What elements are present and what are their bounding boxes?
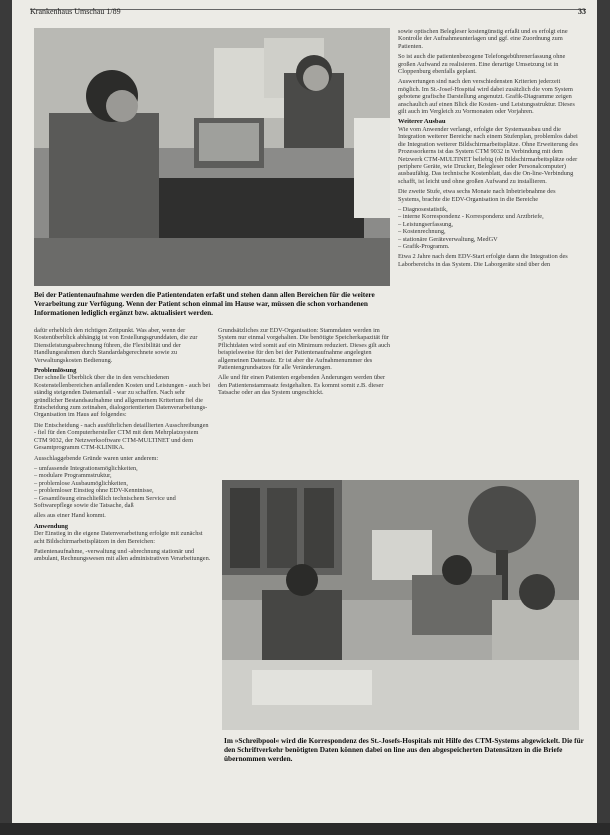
- publication-title: Krankenhaus Umschau 1/89: [30, 7, 121, 16]
- left-paragraph: Der Einstieg in die eigene Datenverarbeitung erfolgte mit zunächst acht Bildschirmarbeitsplätzen in den Bereichen:: [34, 530, 203, 545]
- left-paragraph: alles aus einer Hand kommt.: [34, 512, 106, 520]
- list-item: – problemlose Ausbaumöglichkeiten,: [34, 480, 212, 487]
- caption-top: Bei der Patientenaufnahme werden die Patientendaten erfaßt und stehen dann allen Bereichen für die weitere Verarbeitung zur Verfügung. Wenn der Patient schon einmal im Hause war, müssen die schon vorhandenen Informationen lediglich ergänzt bzw. aktualisiert werden.: [34, 290, 375, 318]
- photo-typing-pool-image: [222, 480, 579, 730]
- list-item: – interne Korrespondenz - Korrespondenz und Arztbriefe,: [398, 213, 578, 220]
- right-paragraph: Die zweite Stufe, etwa sechs Monate nach Inbetriebnahme des Systems, brachte die EDV-Organisation in die Bereiche: [398, 188, 556, 203]
- list-item: – Gesamtlösung einschließlich technischem Service und Softwarepflege sowie die Tatsache, daß: [34, 495, 212, 510]
- column-left: [34, 327, 212, 767]
- section-heading-problemloesung: Problemlösung: [34, 367, 77, 375]
- list-item: – stationäre Geräteverwaltung, MedGV: [398, 236, 578, 243]
- left-list: [34, 465, 212, 509]
- left-paragraph: Patientenaufnahme, -verwaltung und -abrechnung stationär und ambulant, Rechnungswesen mit allen administrativen Verarbeitungen.: [34, 547, 211, 563]
- list-item: – Grafik-Programm.: [398, 243, 578, 250]
- left-paragraph: Ausschlaggebende Gründe waren unter anderem:: [34, 454, 159, 462]
- caption-bottom: Im »Schreibpool« wird die Korrespondenz des St.-Josefs-Hospitals mit Hilfe des CTM-Systems abgewickelt. Die für den Schriftverkehr benötigten Daten können dabei on line aus den abgespeicherten Datensätzen in die Briefe übernommen werden.: [224, 736, 584, 764]
- right-paragraph: Etwa 2 Jahre nach dem EDV-Start erfolgte dann die Integration des Laborbereichs in das System. Die Laborgeräte sind über den: [398, 253, 568, 268]
- running-header: [30, 7, 586, 16]
- left-paragraph: dafür erheblich den richtigen Zeitpunkt. Was aber, wenn der Kostenüberblick abhängig ist von Erstellungsgrunddaten, die zur Dienstleistungsabrechnung führen, die Flexibilität und der Handlungsrahmen durch Standardabgerechnete sowie zu Verwaltungskosten Bedienung.: [34, 327, 198, 364]
- document-page: [12, 0, 597, 823]
- page-number: 33: [578, 7, 586, 16]
- left-paragraph: Der schnelle Überblick über die in den verschiedenen Kostenstellenbereichen anfallenden Kosten und Leistungen - auch bei ständig steigenden Datenanfall - war zu schaffen. Nach sehr gründlicher Bestandsaufnahme und allgemeinem Kriterium fiel die Entscheidung zum zeitnahen, dialogorientierten Datenverarbeitungs-Organisation im Haus auf folgendes:: [34, 374, 211, 419]
- section-heading-anwendung: Anwendung: [34, 522, 69, 530]
- list-item: – Kostenrechnung,: [398, 228, 578, 235]
- right-paragraph: So ist auch die patientenbezogene Telefongebührenerfassung ohne großen Aufwand zu realisieren. Eine derartige Umsetzung ist in Cloppenburg ebenfalls geplant.: [398, 53, 566, 76]
- column-right-top: [398, 28, 578, 468]
- photo-patient-admission: [34, 28, 390, 286]
- list-item: – umfassende Integrationsmöglichkeiten,: [34, 465, 212, 472]
- left-paragraph: Die Entscheidung - nach ausführlichen detaillierten Ausschreibungen - fiel für den Computerhersteller CTM mit dem Mehrplatzsystem CTM 9032, der Netzwerksoftware CTM-MULTINET und dem Gesamtprogramm CTM-KLINIKA.: [34, 421, 209, 452]
- section-heading-weiterer-ausbau: Weiterer Ausbau: [398, 118, 446, 126]
- list-item: – modulare Programmstruktur,: [34, 472, 212, 479]
- right-paragraph: Auswertungen sind nach den verschiedensten Kriterien jederzeit möglich. Im St.-Josef-Hospital wird dabei zusätzlich die vom System gebotene grafische Darstellung angenutzt. Grafik-Diagramme zeigen anschaulich auf einen Blick die Kosten- und Leistungsstruktur. Dieses gilt auch im Vergleich zu Vormonaten oder Vorjahren.: [398, 78, 575, 116]
- list-item: – problemloser Einstieg ohne EDV-Kenntnisse,: [34, 487, 212, 494]
- photo-typing-pool: [222, 480, 579, 730]
- right-paragraph: sowie optischen Belegleser kostengünstig erfaßt und es erfolgt eine Kontrolle der Aufnahmeunterlagen und ggf. eine Zuordnung zum Patienten.: [398, 28, 568, 50]
- right-list: [398, 206, 578, 250]
- list-item: – Leistungserfassung,: [398, 221, 578, 228]
- scan-edge: [0, 823, 610, 835]
- column-middle: [218, 327, 393, 477]
- middle-paragraph: Grundsätzliches zur EDV-Organisation: Stammdaten werden im System nur einmal vorgehalten. Die benötigte Speicherkapazität für Pflichtdaten wird somit auf ein Minimum reduziert. Dieses gilt auch beispielsweise für den bei der Patientenaufnahme angelegten allgemeinen Datensatz. Er ist aber die Aufnahmenummer des Patientengrundsatzes für alle Veränderungen.: [218, 327, 391, 372]
- middle-paragraph: Alle und für einen Patienten ergebenden Änderungen werden über den Patientenstammsatz festgehalten. Es kommt somit z.B. dieser Tatsache oder an das System ungeschickt.: [218, 374, 386, 397]
- photo-patient-admission-image: [34, 28, 390, 286]
- right-paragraph: Wie vom Anwender verlangt, erfolgte der Systemausbau und die Integration weiterer Bereiche nach einem Stufenplan, problemlos dabei die Integration weiterer Bildschirmarbeitsplätze. Ohne Erweiterung des Prozessorkerns ist das System CTM 9032 in Verbindung mit dem Netzwerk CTM-MULTINET beliebig (ob Bildschirmarbeitsplätze oder periphere Geräte, wie Drucker, Belegleser oder Personalcomputer) ausbaufähig. Das technische Kostenblatt, das die On-line-Verbindung schafft, ist leicht und ohne großen Aufwand zu installieren.: [398, 125, 578, 185]
- list-item: – Diagnosestatistik,: [398, 206, 578, 213]
